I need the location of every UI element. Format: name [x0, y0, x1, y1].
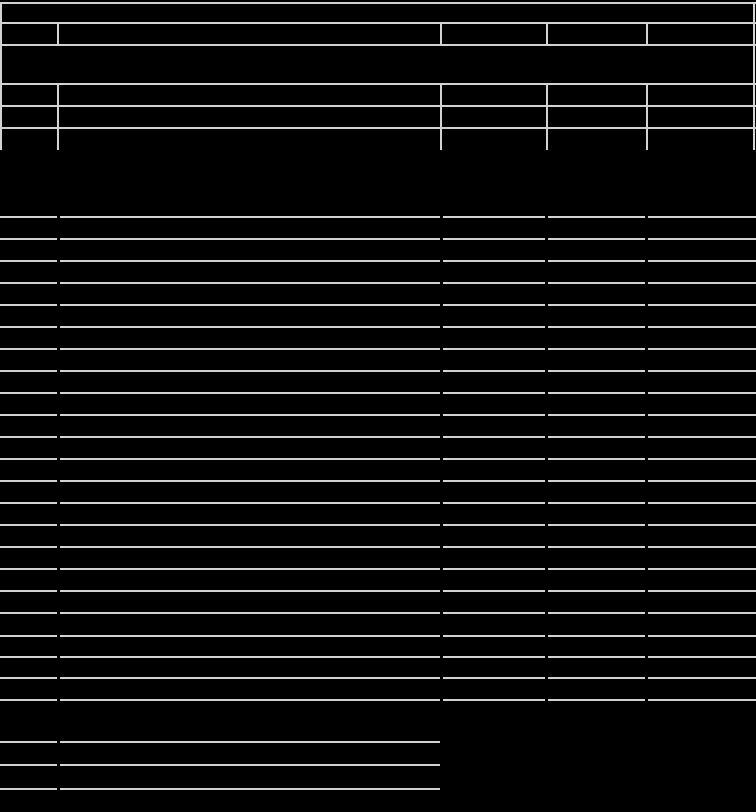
footer-row-underline — [60, 741, 440, 743]
footer-row-underline — [0, 788, 57, 790]
footer-row-underline — [60, 764, 440, 766]
footer-row-underline — [0, 741, 57, 743]
footer-row-underline — [60, 788, 440, 790]
footer-row-underline — [0, 764, 57, 766]
